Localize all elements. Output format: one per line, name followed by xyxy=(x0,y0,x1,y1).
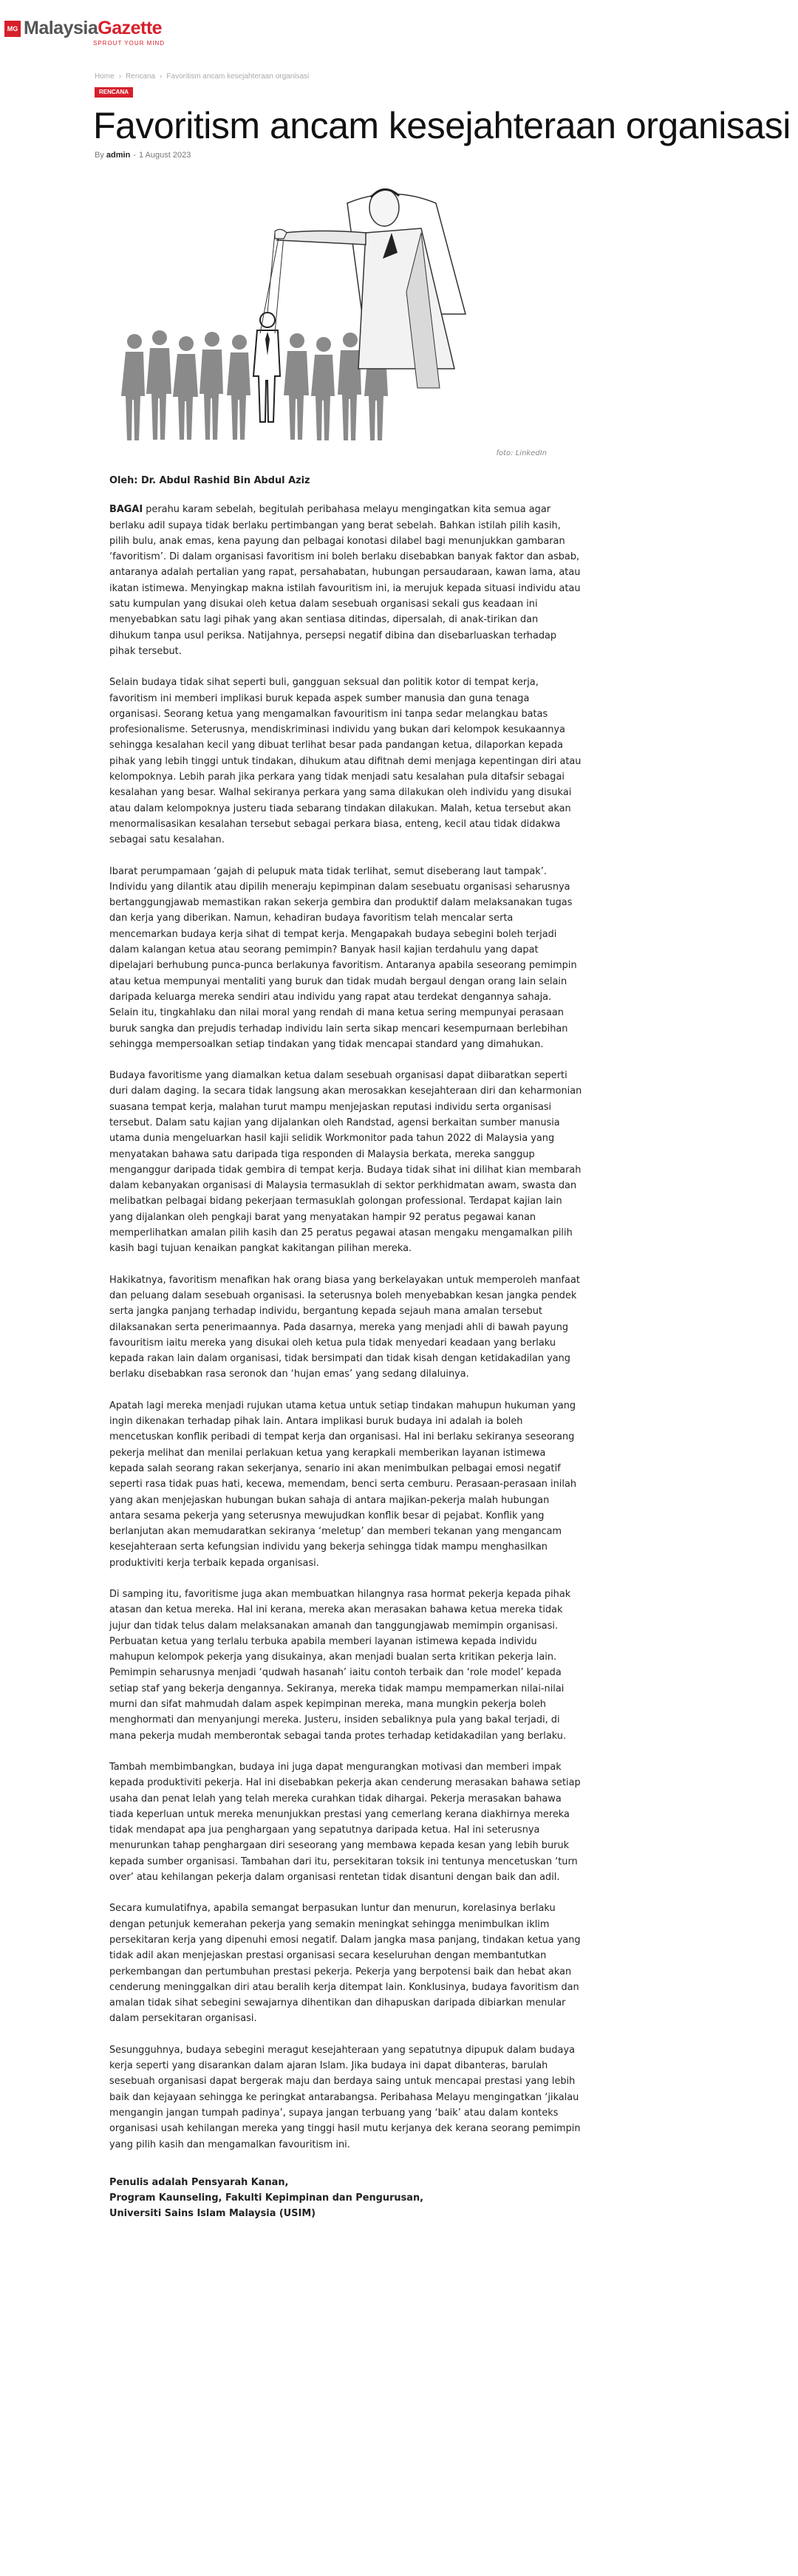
image-caption: foto: LinkedIn xyxy=(496,449,547,457)
signoff-line: Universiti Sains Islam Malaysia (USIM) xyxy=(109,2208,316,2220)
author-signoff xyxy=(109,2175,582,2222)
lead-word: BAGAI xyxy=(109,504,143,516)
article-paragraph xyxy=(109,502,582,659)
article-paragraph: Budaya favoritisme yang diamalkan ketua dalam sesebuah organisasi dapat diibaratkan seperti duri dalam daging. Ia secara tidak langsung akan merosakkan kesejahteraan diri dan keharmonian suasana tempat kerja, malahan turut mampu menjejaskan reputasi individu serta organisasi tersebut. Dalam satu kajian yang dijalankan oleh Randstad, agensi berkaitan sumber manusia utama dunia mengeluarkan hasil kajii selidik Workmonitor pada tahun 2022 di Malaysia yang menyatakan bahawa satu daripada tiga responden di Malaysia berkata, mereka sanggup menganggur daripada tidak gembira di tempat kerja. Budaya tidak sihat ini dilihat kian membarah dalam kebanyakan organisasi di Malaysia termasuklah di sektor perkhidmatan awam, swasta dan melibatkan pelbagai bidang pekerjaan termasuklah golongan professional. Terdapat kajian lain yang dijalankan oleh pengkaji barat yang menyatakan hampir 92 peratus pegawai kanan memperlihatkan amalan pilih kasih dan 25 peratus pegawai atasan mengaku mengamalkan pilih kasih bagi tujuan kenaikan pangkat kakitangan pilihan mereka. xyxy=(109,1070,582,1255)
paragraph-text: perahu karam sebelah, begitulah peribahasa melayu mengingatkan kita semua agar berlaku adil supaya tidak berlaku pertimbangan yang berat sebelah. Bahkan istilah pilih kasih, pilih bulu, anak emas, kena payung dan pelbagai konotasi dilabel bagi menunjukkan gambaran ‘favoritism’. Di dalam organisasi favoritism ini boleh berlaku disebabkan banyak faktor dan asbab, antaranya adalah pertalian yang rapat, persahabatan, hubungan persaudaraan, kawan lama, atau ikatan istimewa. Menyingkap makna istilah favouritism ini, ia merujuk kepada situasi individu atau satu kumpulan yang disukai oleh ketua dalam sesebuah organisasi sekali gus keadaan ini menyebabkan satu lagi pihak yang akan sentiasa ditindas, dipersalah, di anak-tirikan dan dihukum tanpa usul periksa. Natijahnya, persepsi negatif dibina dan disebarluaskan terhadap pihak tersebut. xyxy=(109,504,581,657)
article-paragraph: Selain budaya tidak sihat seperti buli, gangguan seksual dan politik kotor di tempat kerja, favoritism ini memberi implikasi buruk kepada aspek sumber manusia dan guna tenaga organisasi. Seorang ketua yang mengamalkan favouritism ini tanpa sedar melangkau batas profesionalisme. Seterusnya, mendiskriminasi individu yang bukan dari kelompok kesukaannya sehingga kesalahan kecil yang dibuat terlihat besar pada pandangan ketua, dilaporkan kepada pihak yang lebih tinggi untuk tindakan, dihukum atau difitnah demi menjaga kepentingan diri atau kelompoknya. Lebih parah jika perkara yang tidak menjadi satu kesalahan pula ditafsir sebagai kesalahan yang besar. Walhal sekiranya perkara yang sama dilakukan oleh individu yang disukai atau dalam kelompoknya justeru tiada sebarang tindakan dilakukan. Malah, ketua tersebut akan menormalisasikan kesalahan tersebut sebagai perkara biasa, enteng, kecil atau tidak didakwa sebagai satu kesalahan. xyxy=(109,677,582,846)
article-paragraph: Apatah lagi mereka menjadi rujukan utama ketua untuk setiap tindakan mahupun hukuman yang ingin dikenakan terhadap pihak lain. Antara implikasi buruk budaya ini adalah ia boleh mencetuskan konflik peribadi di tempat kerja dan organisasi. Hal ini berlaku sekiranya seseorang pekerja melihat dan menilai perlakuan ketua yang kerapkali memberikan layanan istimewa kepada salah seorang rakan sekerjanya, senario ini akan menimbulkan pelbagai emosi negatif seperti rasa tidak puas hati, kecewa, memendam, benci serta cemburu. Perasaan-perasaan inilah yang akan menjejaskan hubungan bukan sahaja di antara majikan-pekerja malah hubungan antara sesama pekerja yang seterusnya mewujudkan konflik besar di pejabat. Konflik yang berlanjutan akan memudaratkan sekiranya ‘meletup’ dan memberi tekanan yang mengancam kesejahteraan serta kefungsian individu yang bekerja sehingga tidak mampu menghasilkan produktiviti kerja terbaik kepada organisasi. xyxy=(109,1400,577,1569)
featured-image xyxy=(103,188,547,447)
selected-figure xyxy=(253,233,284,422)
post-meta xyxy=(95,151,191,160)
signoff-line: Program Kaunseling, Fakulti Kepimpinan dan Pengurusan, xyxy=(109,2192,424,2204)
breadcrumb-separator: › xyxy=(160,72,163,81)
logo-word-2: Gazette xyxy=(98,18,163,38)
article-paragraph: Ibarat perumpamaan ‘gajah di pelupuk mata tidak terlihat, semut diseberang laut tampak’. Individu yang dilantik atau dipilih meneraju kepimpinan dalam sesebuatu organisasi seharusnya bertanggungjawab memastikan rakan sekerja gembira dan produktif dalam melaksanakan tugas dan kerja yang diberikan. Namun, kehadiran budaya favoritism telah mencalar serta mencemarkan budaya kerja sihat di tempat kerja. Mengapakah budaya sebegini boleh terjadi dalam kalangan ketua atau seorang pemimpin? Banyak hasil kajian terdahulu yang dapat dipelajari berhubung punca-punca berlakunya favoritism. Antaranya apabila seseorang pemimpin atau ketua mempunyai mentaliti yang buruk dan tidak mudah bergaul dengan orang lain selain daripada keluarga mereka sendiri atau individu yang rapat atau terdekat dengannya sahaja. Selain itu, tingkahlaku dan nilai moral yang rendah di mana ketua sering mempunyai perasaan buruk sangka dan prejudis terhadap individu lain serta sikap mencari kesempurnaan berlebihan sehingga mempersoalkan setiap tindakan yang tidak mencapai standard yang dimahukan. xyxy=(109,865,577,1050)
article-paragraph: Sesungguhnya, budaya sebegini meragut kesejahteraan yang sepatutnya dipupuk dalam budaya kerja seperti yang disarankan dalam ajaran Islam. Jika budaya ini dapat dibanteras, barulah sesebuah organisasi dapat bergerak maju dan berdaya saing untuk mencapai prestasi yang lebih baik dan kejayaan sehingga ke peringkat antarabangsa. Peribahasa Melayu mengingatkan ‘jikalau mengangin jangan tumpah padinya’, supaya jangan terbuang yang ‘baik’ atau dalam konteks organisasi usah kehilangan mereka yang tinggi hasil mutu kerjanya dek kerana seorang pemimpin yang pilih kasih dan mengamalkan favouritism ini. xyxy=(109,2044,581,2150)
logo-tagline: SPROUT YOUR MIND xyxy=(93,40,166,47)
meta-separator: - xyxy=(133,151,136,160)
site-header xyxy=(0,0,798,59)
puppeteer-illustration xyxy=(103,188,547,447)
article-paragraph: Tambah membimbangkan, budaya ini juga dapat mengurangkan motivasi dan memberi impak kepada produktiviti pekerja. Hal ini disebabkan pekerja akan cenderung merasakan bahawa setiap usaha dan penat lelah yang telah mereka curahkan tidak dihargai. Pekerja merasakan bahawa tiada keperluan untuk mereka menunjukkan prestasi yang cemerlang kerana diakhirnya mereka tidak mendapat apa jua penghargaan yang sepatutnya daripada ketua. Hal ini seterusnya menurunkan tahap penghargaan diri seseorang yang membawa kepada kesan yang lebih buruk kepada sumber organisasi. Tambahan dari itu, persekitaran toksik ini tentunya mencetuskan ‘turn over’ atau kehilangan pekerja dalam organisasi rentetan tidak disantuni dengan baik dan adil. xyxy=(109,1761,581,1884)
author-prefix: By xyxy=(95,151,104,160)
article-paragraph: Hakikatnya, favoritism menafikan hak orang biasa yang berkelayakan untuk memperoleh manfaat dan peluang dalam sesebuah organisasi. Ia seterusnya boleh menyebabkan kesan jangka pendek serta jangka panjang terhadap individu, bergantung kepada sejauh mana amalan tersebut dilaksanakan serta penerimaannya. Pada dasarnya, mereka yang menjadi ahli di bawah payung favouritism iaitu mereka yang disukai oleh ketua pula tidak menyedari keadaan yang berlaku kepada rakan lain dalam organisasi, tidak bersimpati dan tidak kisah dengan ketidakadilan yang berlaku disebabkan rasa seronok dan ‘hujan emas’ yang sedang dilaluinya. xyxy=(109,1274,580,1380)
signoff-line: Penulis adalah Pensyarah Kanan, xyxy=(109,2176,289,2188)
breadcrumb-home[interactable]: Home xyxy=(95,72,115,81)
article-body xyxy=(109,473,582,2222)
article-paragraph: Di samping itu, favoritisme juga akan membuatkan hilangnya rasa hormat pekerja kepada pihak atasan dan ketua mereka. Hal ini kerana, mereka akan merasakan bahawa ketua mereka tidak jujur dan tidak telus dalam melaksanakan amanah dan tanggungjawab memimpin organisasi. Perbuatan ketua yang terlalu terbuka apabila memberi layanan istimewa kepada individu mahupun kelompok pekerja yang disukainya, akan menjadi bualan serta kritikan pekerja lain. Pemimpin seharusnya menjadi ‘qudwah hasanah’ iaitu contoh terbaik dan ‘role model’ kepada setiap staf yang bekerja dengannya. Sekiranya, mereka tidak mampu mempamerkan nilai-nilai murni dan sifat mahmudah dalam aspek kepimpinan mereka, mana mungkin pekerja boleh menghormati dan menyanjungi mereka. Justeru, insiden sebaliknya pula yang bakal terjadi, di mana pekerja mudah memberontak sebagai tanda protes terhadap ketidakadilan yang berlaku. xyxy=(109,1589,571,1742)
page-title: Favoritism ancam kesejahteraan organisasi xyxy=(93,105,791,146)
breadcrumb xyxy=(95,72,309,81)
breadcrumb-category[interactable]: Rencana xyxy=(126,72,156,81)
site-logo[interactable] xyxy=(4,19,204,49)
crowd-silhouettes xyxy=(121,330,388,440)
breadcrumb-current: Favoritism ancam kesejahteraan organisasi xyxy=(166,72,310,81)
category-badge[interactable]: RENCANA xyxy=(95,87,133,98)
breadcrumb-separator: › xyxy=(118,72,122,81)
logo-mark: MG xyxy=(4,21,21,37)
article-paragraph: Secara kumulatifnya, apabila semangat berpasukan luntur dan menurun, korelasinya berlaku dengan petunjuk kemerahan pekerja yang semakin meningkat sehingga menimbulkan iklim persekitaran kerja yang dipenuhi emosi negatif. Dalam jangka masa panjang, tindakan ketua yang tidak adil akan menjejaskan prestasi organisasi secara keseluruhan dengan membantutkan perkembangan dan pertumbuhan prestasi pekerja. Pekerja yang berpotensi baik dan hebat akan cenderung meninggalkan diri atau beralih kerja ditempat lain. Konklusinya, budaya favoritism dan amalan tidak sihat sebegini sewajarnya dihentikan dan dihapuskan daripada dibiarkan menular dalam persekitaran organisasi. xyxy=(109,1903,581,2025)
logo-wordmark xyxy=(24,18,162,39)
logo-word-1: Malaysia xyxy=(24,18,98,38)
post-date: 1 August 2023 xyxy=(138,151,191,160)
author-link[interactable]: admin xyxy=(106,151,131,160)
article-byline: Oleh: Dr. Abdul Rashid Bin Abdul Aziz xyxy=(109,475,310,486)
